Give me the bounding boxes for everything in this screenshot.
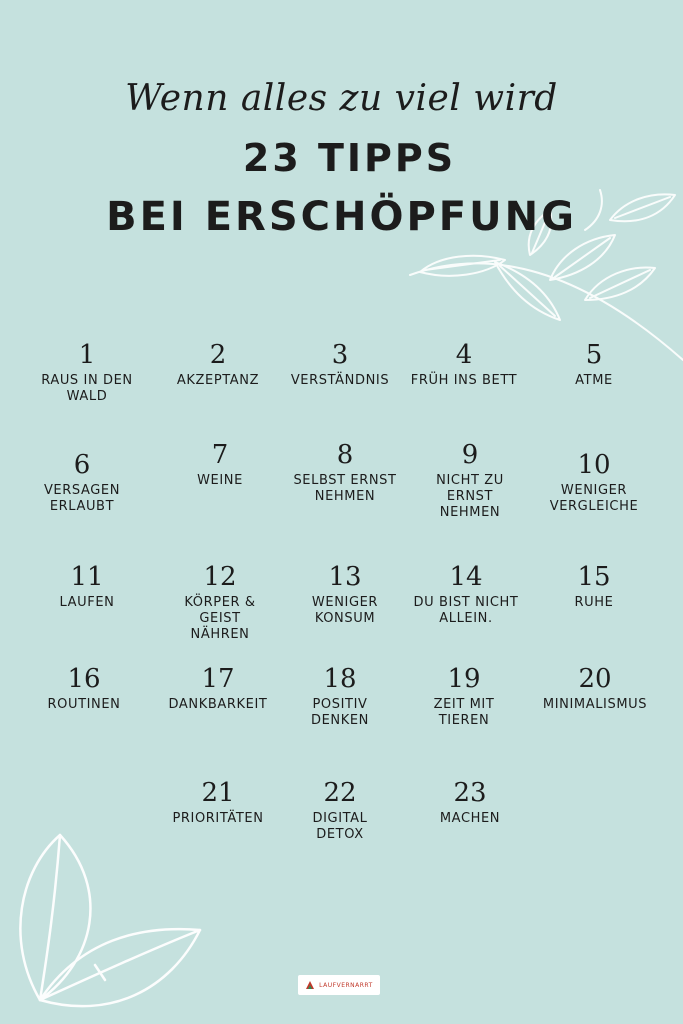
tip-item (533, 664, 657, 713)
tip-item (278, 664, 402, 729)
tip-number: 21 (201, 778, 235, 808)
tip-item (532, 450, 656, 515)
tip-item (408, 778, 532, 827)
logo-mark-icon (305, 980, 315, 990)
tip-item (22, 664, 146, 713)
tip-label: WENIGER VERGLEICHE (549, 483, 639, 514)
tip-label: WEINE (197, 473, 243, 488)
tip-number: 22 (323, 778, 357, 808)
logo-text: LAUFVERNARRT (319, 981, 373, 989)
tip-label: POSITIV DENKEN (310, 697, 369, 728)
tip-number: 13 (328, 562, 362, 592)
leaf-pair-bottom-icon (0, 830, 210, 1024)
tip-label: DU BIST NICHT ALLEIN. (413, 595, 519, 626)
tip-label: PRIORITÄTEN (172, 811, 264, 826)
tip-label: SELBST ERNST NEHMEN (293, 473, 397, 504)
tip-number: 11 (70, 562, 104, 592)
tip-label: AKZEPTANZ (176, 373, 260, 388)
tip-label: ATME (575, 373, 613, 388)
tip-item (532, 340, 656, 389)
tip-number: 18 (323, 664, 357, 694)
tip-label: MINIMALISMUS (542, 697, 648, 712)
tip-item (532, 562, 656, 611)
tip-item (404, 562, 528, 627)
tip-label: DANKBARKEIT (168, 697, 268, 712)
tip-label: ROUTINEN (47, 697, 121, 712)
tip-number: 14 (449, 562, 483, 592)
tip-number: 3 (331, 340, 349, 370)
tip-item (20, 450, 144, 515)
tip-item (278, 340, 402, 389)
tip-number: 10 (577, 450, 611, 480)
tip-number: 6 (73, 450, 91, 480)
tip-label: RAUS IN DEN WALD (41, 373, 133, 404)
tip-number: 12 (203, 562, 237, 592)
tip-label: DIGITAL DETOX (312, 811, 368, 842)
tip-number: 16 (67, 664, 101, 694)
tip-item (156, 664, 280, 713)
tip-number: 20 (578, 664, 612, 694)
tip-number: 7 (211, 440, 229, 470)
tip-item (158, 440, 282, 489)
tip-item (408, 440, 532, 521)
tip-number: 5 (585, 340, 603, 370)
tip-item (402, 340, 526, 389)
tip-item (156, 340, 280, 389)
tip-number: 2 (209, 340, 227, 370)
tip-label: RUHE (574, 595, 614, 610)
title-line-topic: BEI ERSCHÖPFUNG (106, 194, 577, 240)
tip-item (278, 778, 402, 843)
brand-logo[interactable] (298, 975, 380, 995)
tip-label: WENIGER KONSUM (311, 595, 379, 626)
tip-item (25, 340, 149, 405)
tip-item (158, 562, 282, 643)
tip-number: 9 (461, 440, 479, 470)
tip-number: 15 (577, 562, 611, 592)
tip-number: 1 (78, 340, 96, 370)
tip-label: VERSAGEN ERLAUBT (43, 483, 121, 514)
title-line-count: 23 TIPPS (242, 136, 457, 180)
tip-item (402, 664, 526, 729)
tip-label: MACHEN (439, 811, 501, 826)
tip-number: 19 (447, 664, 481, 694)
tip-label: KÖRPER & GEIST NÄHREN (184, 595, 256, 642)
tip-label: FRÜH INS BETT (410, 373, 518, 388)
tip-label: NICHT ZU ERNST NEHMEN (436, 473, 504, 520)
tip-label: VERSTÄNDNIS (290, 373, 390, 388)
script-title: Wenn alles zu viel wird (125, 78, 558, 119)
tip-number: 4 (455, 340, 473, 370)
tip-item (283, 562, 407, 627)
tip-item (156, 778, 280, 827)
tip-item (283, 440, 407, 505)
tip-item (25, 562, 149, 611)
tip-label: LAUFEN (59, 595, 115, 610)
tip-number: 8 (336, 440, 354, 470)
tip-label: ZEIT MIT TIEREN (433, 697, 495, 728)
tip-number: 17 (201, 664, 235, 694)
tip-number: 23 (453, 778, 487, 808)
